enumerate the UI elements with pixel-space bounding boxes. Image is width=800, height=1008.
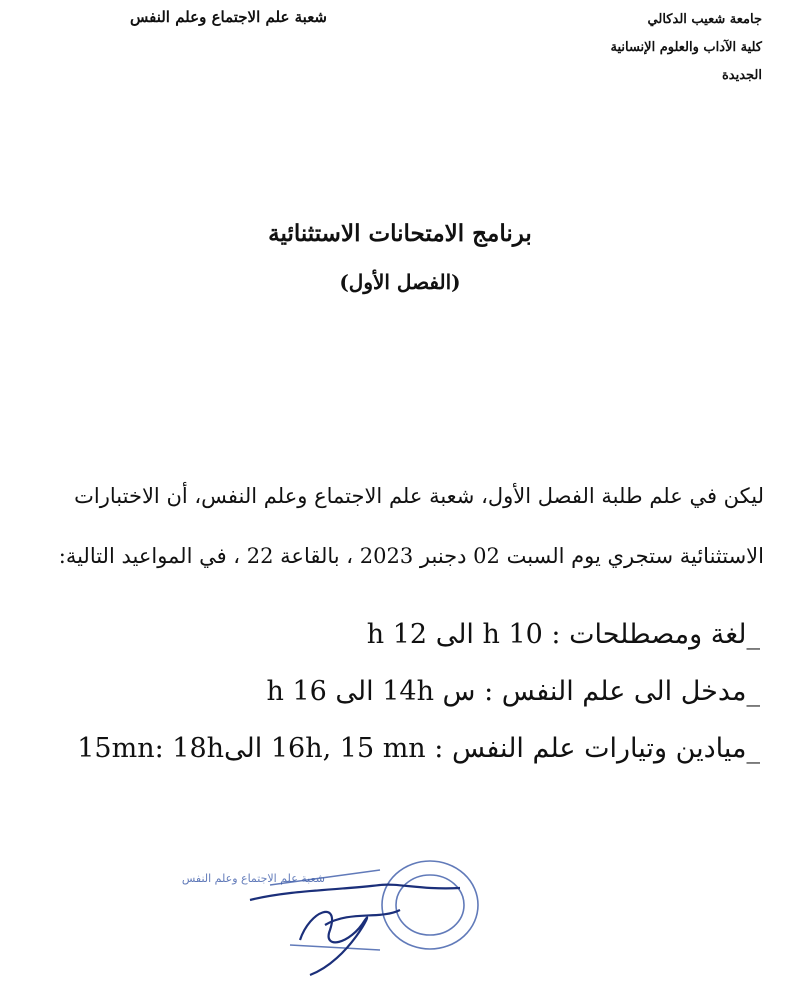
stamp-graphic [181,850,490,990]
announcement-paragraph [19,466,764,586]
faculty-name: كلية الآداب والعلوم الإنسانية [610,40,762,55]
document-title: برنامج الامتحانات الاستثنائية [268,220,532,247]
signature-and-stamp [181,850,490,990]
department-name: شعبة علم الاجتماع وعلم النفس [130,8,327,26]
document-subtitle: (الفصل الأول) [339,270,461,294]
stamp-text: شعبة علم الاجتماع وعلم النفس [181,872,325,885]
schedule-item-1: _لغة ومصطلحات : h 10 الى 12 h [366,619,760,650]
stamp-lower-line [290,945,380,950]
schedule-item-3: _ميادين وتيارات علم النفس : 16h, 15 mn الى15mn: 18h [77,733,760,764]
university-name: جامعة شعيب الدكالي [647,12,762,27]
stamp-inner-ring [396,875,464,935]
announcement-line-2: الاستثنائية ستجري يوم السبت 02 دجنبر 2023 ، بالقاعة 22 ، في المواعيد التالية: [58,544,764,568]
city-name: الجديدة [721,68,762,83]
institution-header [552,6,762,90]
exam-schedule [30,606,760,777]
signature-icon [250,885,460,975]
announcement-line-1: ليكن في علم طلبة الفصل الأول، شعبة علم الاجتماع وعلم النفس، أن الاختبارات [74,484,764,508]
schedule-item-2: _مدخل الى علم النفس : س 14h الى 16 h [266,676,760,707]
